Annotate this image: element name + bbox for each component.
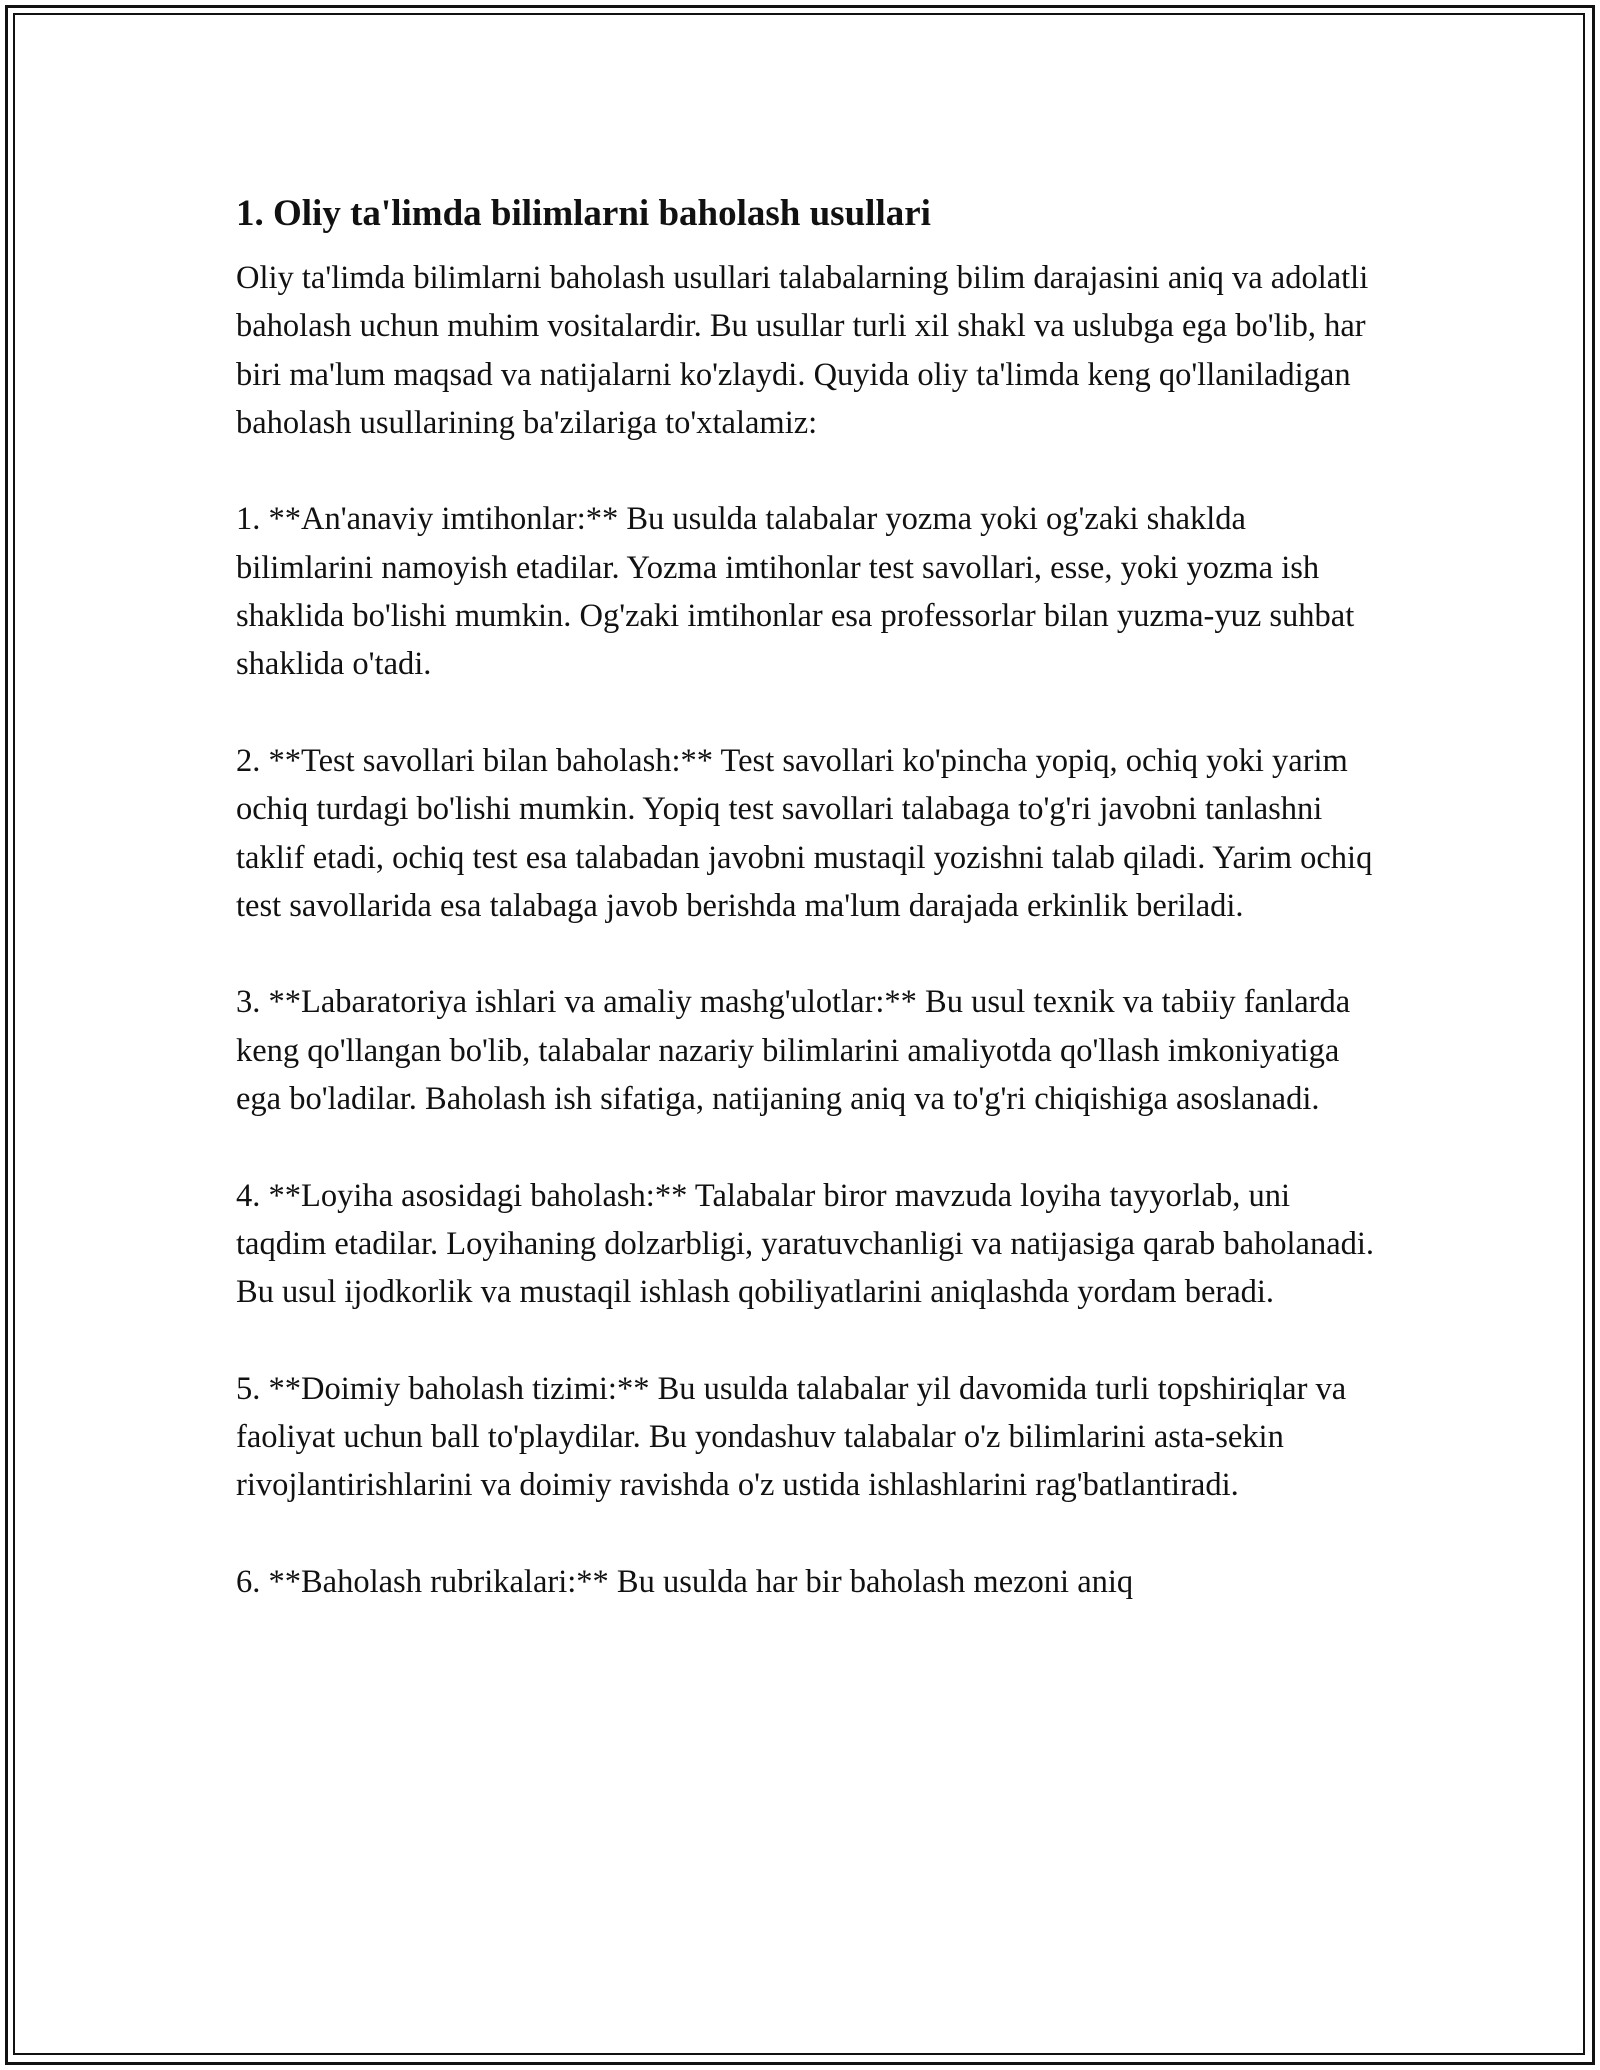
intro-paragraph: Oliy ta'limda bilimlarni baholash usullari talabalarning bilim darajasini aniq va adolatli baholash uchun muhim vositalardir. Bu usullar turli xil shakl va uslubga ega bo'lib, har biri ma'lum maqsad va natijalarni ko'zlaydi. Quyida oliy ta'limda keng qo'llaniladigan baholash usullarining ba'zilariga to'xtalamiz: [236, 260, 1369, 441]
list-item-paragraph: 5. **Doimiy baholash tizimi:** Bu usulda talabalar yil davomida turli topshiriqlar va faoliyat uchun ball to'playdilar. Bu yondashuv talabalar o'z bilimlarini asta-sekin rivojlantirishlarini va doimiy ravishda o'z ustida ishlashlarini rag'batlantiradi. [236, 1370, 1347, 1504]
list-item-paragraph: 3. **Labaratoriya ishlari va amaliy mashg'ulotlar:** Bu usul texnik va tabiiy fanlarda keng qo'llangan bo'lib, talabalar nazariy bilimlarini amaliyotda qo'llash imkoniyatiga ega bo'ladilar. Baholash ish sifatiga, natijaning aniq va to'g'ri chiqishiga asoslanadi. [236, 984, 1351, 1118]
list-item-paragraph: 4. **Loyiha asosidagi baholash:** Talabalar biror mavzuda loyiha tayyorlab, uni taqdim etadilar. Loyihaning dolzarbligi, yaratuvchanligi va natijasiga qarab baholanadi. Bu usul ijodkorlik va mustaqil ishlash qobiliyatlarini aniqlashda yordam beradi. [236, 1177, 1375, 1311]
list-item-paragraph: 2. **Test savollari bilan baholash:** Test savollari ko'pincha yopiq, ochiq yoki yarim ochiq turdagi bo'lishi mumkin. Yopiq test savollari talabaga to'g'ri javobni tanlashni taklif etadi, ochiq test esa talabadan javobni mustaqil yozishni talab qiladi. Yarim ochiq test savollarida esa talabaga javob berishda ma'lum darajada erkinlik beriladi. [236, 742, 1373, 924]
document-body [236, 186, 1376, 1606]
list-item-paragraph: 6. **Baholash rubrikalari:** Bu usulda har bir baholash mezoni aniq [236, 1564, 1134, 1601]
document-title: 1. Oliy ta'limda bilimlarni baholash usullari [236, 193, 931, 234]
list-item-paragraph: 1. **An'anaviy imtihonlar:** Bu usulda talabalar yozma yoki og'zaki shaklda bilimlarini namoyish etadilar. Yozma imtihonlar test savollari, esse, yoki yozma ish shaklida bo'lishi mumkin. Og'zaki imtihonlar esa professorlar bilan yuzma-yuz suhbat shaklida o'tadi. [236, 501, 1355, 683]
